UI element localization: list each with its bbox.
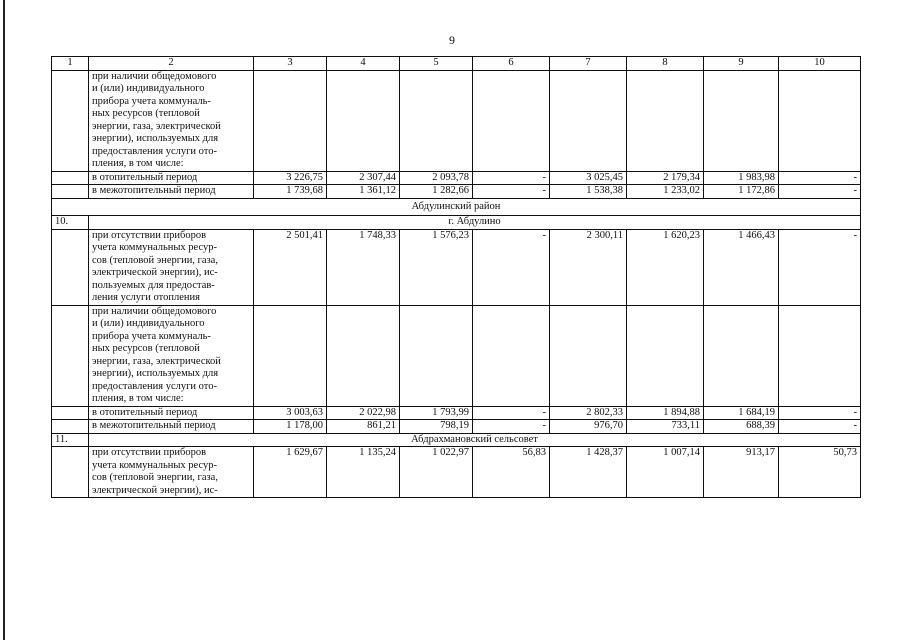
section-number: 10. bbox=[52, 216, 89, 230]
line: сов (тепловой энергии, газа, bbox=[92, 254, 218, 266]
value-cell: 1 428,37 bbox=[550, 447, 627, 498]
value-cell: 2 300,11 bbox=[550, 229, 627, 305]
line: предоставления услуги ото- bbox=[92, 145, 217, 157]
line: учета коммунальных ресур- bbox=[92, 459, 217, 471]
value-cell: 1 684,19 bbox=[704, 406, 779, 420]
line: электрической энергии), ис- bbox=[92, 267, 218, 278]
line: и (или) индивидуального bbox=[92, 318, 205, 329]
table-row bbox=[52, 447, 861, 498]
header-cell: 4 bbox=[327, 57, 400, 71]
value-cell: - bbox=[473, 406, 550, 420]
header-cell: 7 bbox=[550, 57, 627, 71]
description-cell bbox=[89, 447, 254, 498]
value-cell: 1 576,23 bbox=[400, 229, 473, 305]
section-number: 11. bbox=[52, 433, 89, 447]
value-cell: 1 620,23 bbox=[627, 229, 704, 305]
header-cell: 6 bbox=[473, 57, 550, 71]
line: прибора учета коммуналь- bbox=[92, 330, 211, 342]
line: при наличии общедомового bbox=[92, 305, 217, 317]
value-cell: 688,39 bbox=[704, 420, 779, 434]
section-title: Абдрахмановский сельсовет bbox=[89, 433, 861, 447]
header-cell: 1 bbox=[52, 57, 89, 71]
value-cell: 1 894,88 bbox=[627, 406, 704, 420]
line: прибора учета коммуналь- bbox=[92, 95, 211, 107]
line: энергии, газа, электрической bbox=[92, 120, 221, 132]
value-cell: 976,70 bbox=[550, 420, 627, 434]
district-title: Абдулинский район bbox=[52, 198, 861, 216]
header-cell: 8 bbox=[627, 57, 704, 71]
table-row bbox=[52, 406, 861, 420]
value-cell: 3 025,45 bbox=[550, 171, 627, 185]
description-cell bbox=[89, 305, 254, 406]
line: пления, в том числе: bbox=[92, 158, 184, 169]
line: предоставления услуги ото- bbox=[92, 380, 217, 392]
section-row bbox=[52, 216, 861, 230]
value-cell: - bbox=[779, 229, 861, 305]
value-cell: 2 179,34 bbox=[627, 171, 704, 185]
header-cell: 3 bbox=[254, 57, 327, 71]
line: ления услуги отопления bbox=[92, 292, 200, 303]
value-cell: 913,17 bbox=[704, 447, 779, 498]
table-row bbox=[52, 70, 861, 171]
value-cell: 1 629,67 bbox=[254, 447, 327, 498]
value-cell: - bbox=[779, 185, 861, 199]
value-cell: 1 748,33 bbox=[327, 229, 400, 305]
value-cell: - bbox=[779, 406, 861, 420]
value-cell: 56,83 bbox=[473, 447, 550, 498]
header-cell: 10 bbox=[779, 57, 861, 71]
header-cell: 9 bbox=[704, 57, 779, 71]
line: ных ресурсов (тепловой bbox=[92, 108, 200, 119]
description-cell: в отопительный период bbox=[89, 171, 254, 185]
value-cell: 798,19 bbox=[400, 420, 473, 434]
line: ных ресурсов (тепловой bbox=[92, 343, 200, 354]
value-cell: 2 307,44 bbox=[327, 171, 400, 185]
section-row bbox=[52, 433, 861, 447]
value-cell: 1 233,02 bbox=[627, 185, 704, 199]
value-cell: - bbox=[473, 420, 550, 434]
value-cell: 3 226,75 bbox=[254, 171, 327, 185]
value-cell: 1 282,66 bbox=[400, 185, 473, 199]
description-cell: в межотопительный период bbox=[89, 185, 254, 199]
description-cell: в отопительный период bbox=[89, 406, 254, 420]
tariff-table bbox=[51, 56, 861, 498]
value-cell: 733,11 bbox=[627, 420, 704, 434]
page-edge-line bbox=[3, 0, 5, 640]
line: при отсутствии приборов bbox=[92, 447, 207, 458]
value-cell: 2 802,33 bbox=[550, 406, 627, 420]
description-cell bbox=[89, 70, 254, 171]
table-row bbox=[52, 185, 861, 199]
value-cell: 861,21 bbox=[327, 420, 400, 434]
value-cell: - bbox=[473, 185, 550, 199]
value-cell: 3 003,63 bbox=[254, 406, 327, 420]
value-cell: 2 501,41 bbox=[254, 229, 327, 305]
line: пользуемых для предостав- bbox=[92, 279, 215, 291]
value-cell: 2 093,78 bbox=[400, 171, 473, 185]
value-cell: 1 172,86 bbox=[704, 185, 779, 199]
value-cell: - bbox=[779, 171, 861, 185]
value-cell: 1 361,12 bbox=[327, 185, 400, 199]
line: учета коммунальных ресур- bbox=[92, 242, 217, 253]
table-row bbox=[52, 420, 861, 434]
page-number: 9 bbox=[449, 33, 455, 47]
line: энергии), используемых для bbox=[92, 368, 219, 379]
header-row bbox=[52, 57, 861, 71]
line: сов (тепловой энергии, газа, bbox=[92, 472, 218, 483]
value-cell: 1 538,38 bbox=[550, 185, 627, 199]
section-title: г. Абдулино bbox=[89, 216, 861, 230]
line: электрической энергии), ис- bbox=[92, 484, 218, 496]
line: энергии, газа, электрической bbox=[92, 355, 221, 367]
line: при отсутствии приборов bbox=[92, 229, 207, 241]
description-cell bbox=[89, 229, 254, 305]
line: и (или) индивидуального bbox=[92, 83, 205, 94]
table-row bbox=[52, 305, 861, 406]
value-cell: - bbox=[779, 420, 861, 434]
header-cell: 2 bbox=[89, 57, 254, 71]
line: пления, в том числе: bbox=[92, 393, 184, 404]
value-cell: 1 022,97 bbox=[400, 447, 473, 498]
header-cell: 5 bbox=[400, 57, 473, 71]
value-cell: 1 007,14 bbox=[627, 447, 704, 498]
value-cell: 2 022,98 bbox=[327, 406, 400, 420]
table-row bbox=[52, 229, 861, 305]
line: энергии), используемых для bbox=[92, 133, 219, 144]
description-cell: в межотопительный период bbox=[89, 420, 254, 434]
value-cell: 1 466,43 bbox=[704, 229, 779, 305]
district-row bbox=[52, 198, 861, 216]
value-cell: - bbox=[473, 229, 550, 305]
value-cell: 1 739,68 bbox=[254, 185, 327, 199]
value-cell: 1 793,99 bbox=[400, 406, 473, 420]
value-cell: - bbox=[473, 171, 550, 185]
line: при наличии общедомового bbox=[92, 70, 217, 82]
value-cell: 1 983,98 bbox=[704, 171, 779, 185]
table-row bbox=[52, 171, 861, 185]
row-number-cell bbox=[52, 70, 89, 171]
value-cell: 1 178,00 bbox=[254, 420, 327, 434]
value-cell: 1 135,24 bbox=[327, 447, 400, 498]
value-cell: 50,73 bbox=[779, 447, 861, 498]
